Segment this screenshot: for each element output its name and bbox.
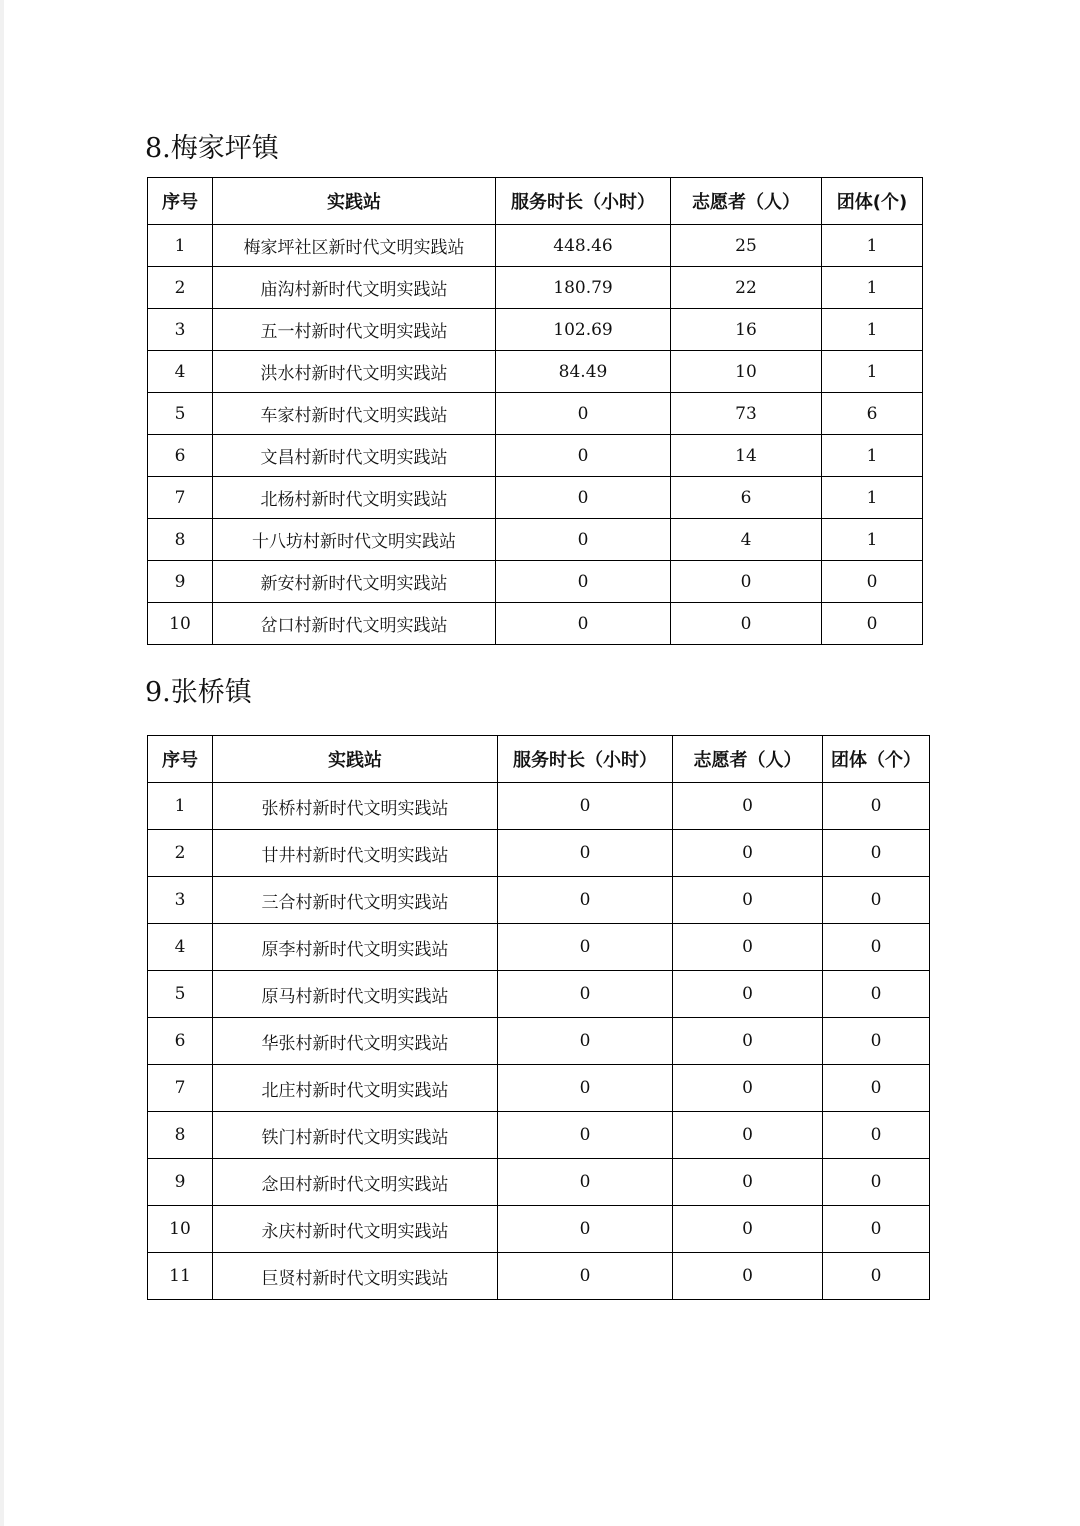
table-row (148, 351, 923, 393)
cell-station: 车家村新时代文明实践站 (213, 393, 496, 435)
cell-index: 1 (148, 783, 213, 830)
cell-service-hours: 0 (496, 477, 671, 519)
cell-station: 念田村新时代文明实践站 (213, 1159, 498, 1206)
cell-index: 8 (148, 519, 213, 561)
column-header-index: 序号 (148, 178, 213, 225)
cell-volunteers: 6 (671, 477, 822, 519)
cell-volunteers: 0 (673, 924, 823, 971)
cell-station: 张桥村新时代文明实践站 (213, 783, 498, 830)
cell-groups: 0 (823, 1018, 930, 1065)
column-header-service-hours: 服务时长（小时） (496, 178, 671, 225)
cell-station: 三合村新时代文明实践站 (213, 877, 498, 924)
cell-index: 9 (148, 561, 213, 603)
cell-station: 华张村新时代文明实践站 (213, 1018, 498, 1065)
cell-volunteers: 0 (671, 561, 822, 603)
cell-groups: 1 (822, 519, 923, 561)
cell-volunteers: 0 (673, 877, 823, 924)
cell-station: 十八坊村新时代文明实践站 (213, 519, 496, 561)
cell-station: 洪水村新时代文明实践站 (213, 351, 496, 393)
table-row (148, 1065, 930, 1112)
cell-groups: 0 (823, 924, 930, 971)
cell-service-hours: 0 (496, 561, 671, 603)
column-header-groups: 团体（个） (823, 736, 930, 783)
cell-groups: 6 (822, 393, 923, 435)
table-zhangqiao (147, 735, 930, 1300)
cell-index: 7 (148, 477, 213, 519)
cell-station: 岔口村新时代文明实践站 (213, 603, 496, 645)
cell-index: 3 (148, 877, 213, 924)
cell-index: 2 (148, 267, 213, 309)
cell-service-hours: 180.79 (496, 267, 671, 309)
cell-groups: 1 (822, 477, 923, 519)
column-header-volunteers: 志愿者（人） (671, 178, 822, 225)
document-page (4, 0, 1080, 1526)
table-row (148, 309, 923, 351)
cell-groups: 1 (822, 351, 923, 393)
cell-groups: 0 (823, 1206, 930, 1253)
cell-station: 北杨村新时代文明实践站 (213, 477, 496, 519)
cell-service-hours: 0 (498, 971, 673, 1018)
cell-service-hours: 0 (498, 1206, 673, 1253)
column-header-station: 实践站 (213, 178, 496, 225)
cell-station: 庙沟村新时代文明实践站 (213, 267, 496, 309)
cell-station: 梅家坪社区新时代文明实践站 (213, 225, 496, 267)
column-header-groups: 团体(个) (822, 178, 923, 225)
table-row (148, 783, 930, 830)
cell-station: 巨贤村新时代文明实践站 (213, 1253, 498, 1300)
cell-groups: 1 (822, 309, 923, 351)
cell-volunteers: 0 (673, 783, 823, 830)
cell-index: 8 (148, 1112, 213, 1159)
cell-service-hours: 0 (496, 603, 671, 645)
cell-index: 5 (148, 971, 213, 1018)
table-row (148, 477, 923, 519)
cell-volunteers: 73 (671, 393, 822, 435)
cell-volunteers: 10 (671, 351, 822, 393)
cell-station: 原马村新时代文明实践站 (213, 971, 498, 1018)
cell-volunteers: 0 (673, 1112, 823, 1159)
section-title-meijiaping: 8.梅家坪镇 (145, 133, 279, 164)
table-row (148, 1206, 930, 1253)
table-row (148, 830, 930, 877)
cell-station: 文昌村新时代文明实践站 (213, 435, 496, 477)
cell-station: 原李村新时代文明实践站 (213, 924, 498, 971)
cell-station: 甘井村新时代文明实践站 (213, 830, 498, 877)
cell-station: 永庆村新时代文明实践站 (213, 1206, 498, 1253)
table-row (148, 1018, 930, 1065)
table-header-row (148, 736, 930, 783)
cell-groups: 0 (823, 971, 930, 1018)
cell-index: 10 (148, 603, 213, 645)
cell-groups: 1 (822, 267, 923, 309)
section-title-zhangqiao: 9.张桥镇 (145, 677, 252, 708)
cell-service-hours: 0 (496, 519, 671, 561)
cell-volunteers: 14 (671, 435, 822, 477)
table-row (148, 603, 923, 645)
cell-index: 2 (148, 830, 213, 877)
cell-groups: 0 (822, 603, 923, 645)
table-row (148, 971, 930, 1018)
cell-service-hours: 84.49 (496, 351, 671, 393)
cell-volunteers: 0 (673, 830, 823, 877)
cell-station: 新安村新时代文明实践站 (213, 561, 496, 603)
cell-index: 3 (148, 309, 213, 351)
cell-groups: 0 (823, 1065, 930, 1112)
cell-service-hours: 0 (498, 1159, 673, 1206)
cell-service-hours: 102.69 (496, 309, 671, 351)
cell-volunteers: 25 (671, 225, 822, 267)
cell-groups: 0 (823, 1159, 930, 1206)
cell-index: 4 (148, 924, 213, 971)
table-row (148, 924, 930, 971)
cell-service-hours: 0 (496, 435, 671, 477)
table-row (148, 435, 923, 477)
table-meijiaping (147, 177, 923, 645)
cell-index: 9 (148, 1159, 213, 1206)
cell-station: 北庄村新时代文明实践站 (213, 1065, 498, 1112)
cell-groups: 0 (823, 1253, 930, 1300)
cell-service-hours: 0 (498, 1018, 673, 1065)
table-row (148, 225, 923, 267)
cell-index: 10 (148, 1206, 213, 1253)
cell-index: 5 (148, 393, 213, 435)
cell-groups: 0 (823, 830, 930, 877)
table-row (148, 1253, 930, 1300)
cell-volunteers: 0 (671, 603, 822, 645)
cell-volunteers: 0 (673, 1253, 823, 1300)
cell-groups: 0 (822, 561, 923, 603)
cell-volunteers: 0 (673, 1159, 823, 1206)
table-row (148, 393, 923, 435)
cell-index: 11 (148, 1253, 213, 1300)
cell-service-hours: 0 (498, 924, 673, 971)
table-row (148, 877, 930, 924)
cell-service-hours: 0 (496, 393, 671, 435)
cell-volunteers: 0 (673, 1206, 823, 1253)
cell-volunteers: 0 (673, 1065, 823, 1112)
table-row (148, 561, 923, 603)
cell-index: 1 (148, 225, 213, 267)
cell-groups: 1 (822, 225, 923, 267)
cell-index: 4 (148, 351, 213, 393)
column-header-volunteers: 志愿者（人） (673, 736, 823, 783)
cell-station: 铁门村新时代文明实践站 (213, 1112, 498, 1159)
cell-service-hours: 0 (498, 1112, 673, 1159)
cell-volunteers: 0 (673, 971, 823, 1018)
cell-volunteers: 22 (671, 267, 822, 309)
cell-service-hours: 0 (498, 1253, 673, 1300)
table-row (148, 1112, 930, 1159)
cell-groups: 0 (823, 877, 930, 924)
cell-station: 五一村新时代文明实践站 (213, 309, 496, 351)
table-row (148, 1159, 930, 1206)
cell-index: 7 (148, 1065, 213, 1112)
cell-volunteers: 0 (673, 1018, 823, 1065)
column-header-index: 序号 (148, 736, 213, 783)
cell-groups: 1 (822, 435, 923, 477)
cell-volunteers: 4 (671, 519, 822, 561)
cell-service-hours: 0 (498, 783, 673, 830)
table-row (148, 267, 923, 309)
table-row (148, 519, 923, 561)
cell-service-hours: 0 (498, 1065, 673, 1112)
cell-groups: 0 (823, 1112, 930, 1159)
cell-service-hours: 0 (498, 830, 673, 877)
cell-index: 6 (148, 1018, 213, 1065)
cell-groups: 0 (823, 783, 930, 830)
cell-volunteers: 16 (671, 309, 822, 351)
column-header-service-hours: 服务时长（小时） (498, 736, 673, 783)
table-header-row (148, 178, 923, 225)
cell-service-hours: 0 (498, 877, 673, 924)
column-header-station: 实践站 (213, 736, 498, 783)
cell-index: 6 (148, 435, 213, 477)
cell-service-hours: 448.46 (496, 225, 671, 267)
